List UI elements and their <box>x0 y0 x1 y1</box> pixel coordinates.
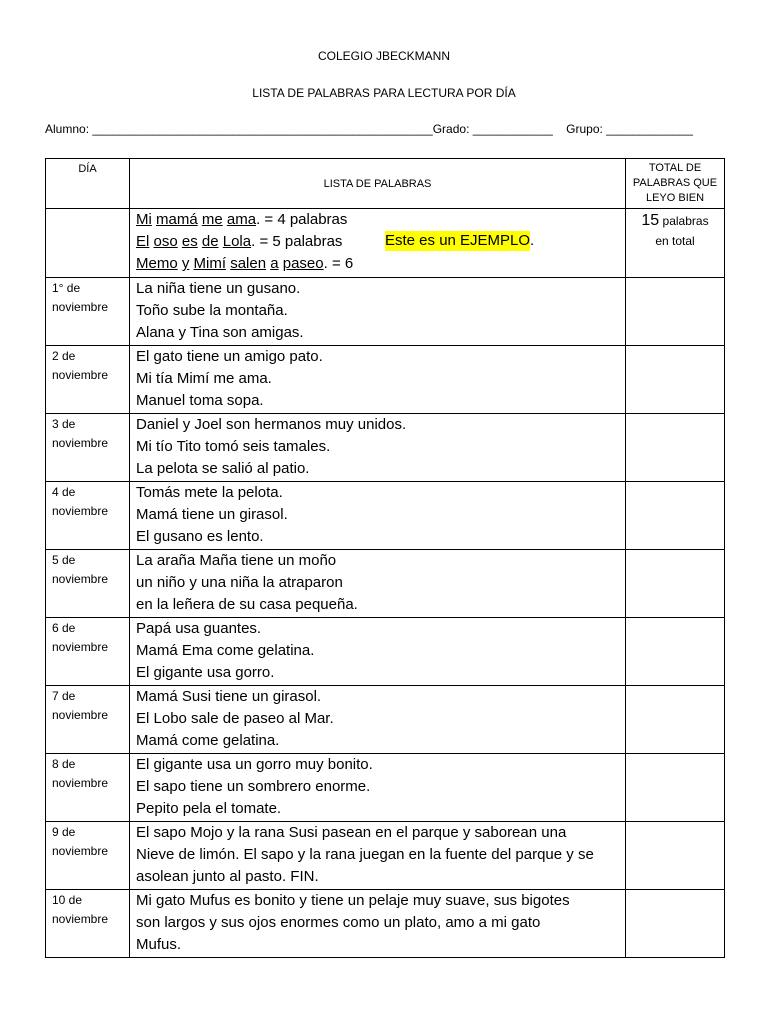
day-label: 10 de <box>52 893 83 907</box>
header-total-line: TOTAL DE <box>648 162 702 174</box>
student-info-line: Alumno: ___________________________________________________Grado: ____________ Grupo: _____________ <box>45 122 693 136</box>
example-word: es <box>181 233 198 250</box>
word-line: Mi tía Mimí me ama. <box>136 370 272 387</box>
word-line: Toño sube la montaña. <box>136 302 288 319</box>
word-line: El gusano es lento. <box>136 528 264 545</box>
word-line: La niña tiene un gusano. <box>136 280 301 297</box>
example-note: Este es un EJEMPLO <box>385 232 531 249</box>
word-list-cell <box>130 890 626 958</box>
table-row <box>46 754 725 822</box>
example-line-3: Memo y Mimí salen a paseo. = 6 <box>136 255 354 272</box>
table-row <box>46 414 725 482</box>
table-row <box>46 346 725 414</box>
example-word: Mimí <box>193 255 227 272</box>
day-label: noviembre <box>52 368 109 382</box>
word-line: Nieve de limón. El sapo y la rana juegan en la fuente del parque y se <box>136 846 594 863</box>
table-header-row <box>46 159 725 209</box>
word-line: son largos y sus ojos enormes como un plato, amo a mi gato <box>136 914 541 931</box>
day-cell <box>46 618 130 686</box>
word-line: Mamá come gelatina. <box>136 732 280 749</box>
table-row <box>46 686 725 754</box>
word-line: El sapo Mojo y la rana Susi pasean en el parque y saborean una <box>136 824 567 841</box>
example-total-word: palabras <box>659 214 709 228</box>
day-label: noviembre <box>52 572 109 586</box>
example-word: mamá <box>156 211 198 228</box>
total-cell[interactable] <box>626 754 725 822</box>
example-line-1: Mi mamá me ama. = 4 palabras <box>136 211 348 228</box>
example-row <box>46 209 725 278</box>
day-cell <box>46 414 130 482</box>
word-line: Mufus. <box>136 936 182 953</box>
table-row <box>46 278 725 346</box>
header-word-list: LISTA DE PALABRAS <box>130 159 626 209</box>
example-note-period: . <box>530 232 535 249</box>
word-line: Mamá tiene un girasol. <box>136 506 288 523</box>
day-label: noviembre <box>52 300 109 314</box>
day-cell <box>46 754 130 822</box>
example-word: oso <box>153 233 178 250</box>
header-total-line: LEYO BIEN <box>645 192 705 204</box>
word-list-cell <box>130 550 626 618</box>
word-line: en la leñera de su casa pequeña. <box>136 596 358 613</box>
word-line: Manuel toma sopa. <box>136 392 264 409</box>
day-label: 5 de <box>52 553 76 567</box>
table-row <box>46 482 725 550</box>
total-cell[interactable] <box>626 278 725 346</box>
day-label: 9 de <box>52 825 76 839</box>
example-word: ama <box>226 211 257 228</box>
day-label: noviembre <box>52 708 109 722</box>
table-row <box>46 618 725 686</box>
day-label: 2 de <box>52 349 76 363</box>
day-label: 3 de <box>52 417 76 431</box>
word-list-cell <box>130 754 626 822</box>
day-cell <box>46 686 130 754</box>
day-cell <box>46 890 130 958</box>
word-line: un niño y una niña la atraparon <box>136 574 343 591</box>
total-cell[interactable] <box>626 550 725 618</box>
day-label: noviembre <box>52 844 109 858</box>
day-cell <box>46 278 130 346</box>
day-cell <box>46 346 130 414</box>
example-word: de <box>201 233 219 250</box>
total-cell[interactable] <box>626 618 725 686</box>
day-cell <box>46 482 130 550</box>
word-line: Mamá Susi tiene un girasol. <box>136 688 322 705</box>
total-cell[interactable] <box>626 822 725 890</box>
document-title: LISTA DE PALABRAS PARA LECTURA POR DÍA <box>252 86 516 100</box>
total-cell[interactable] <box>626 414 725 482</box>
example-day-cell <box>46 209 130 278</box>
header-total <box>626 159 725 209</box>
example-word: me <box>201 211 223 228</box>
word-line: Mi gato Mufus es bonito y tiene un pelaje muy suave, sus bigotes <box>136 892 570 909</box>
day-label: noviembre <box>52 640 109 654</box>
word-line: El Lobo sale de paseo al Mar. <box>136 710 334 727</box>
example-word: Memo <box>136 255 178 272</box>
example-total-cell <box>626 209 725 278</box>
example-word: Mi <box>136 211 152 228</box>
header-day: DÍA <box>46 159 130 209</box>
example-word: El <box>136 233 150 250</box>
word-line: Tomás mete la pelota. <box>136 484 283 501</box>
word-line: asolean junto al pasto. FIN. <box>136 868 319 885</box>
day-label: noviembre <box>52 776 109 790</box>
total-cell[interactable] <box>626 890 725 958</box>
example-total-number: 15 <box>641 212 660 229</box>
total-cell[interactable] <box>626 686 725 754</box>
day-label: noviembre <box>52 912 109 926</box>
day-label: 1° de <box>52 281 81 295</box>
word-line: El sapo tiene un sombrero enorme. <box>136 778 371 795</box>
word-list-cell <box>130 822 626 890</box>
day-label: 7 de <box>52 689 76 703</box>
word-line: El gigante usa gorro. <box>136 664 275 681</box>
example-word: a <box>270 255 279 272</box>
header-total-line: PALABRAS QUE <box>632 177 718 189</box>
table-row <box>46 890 725 958</box>
example-word: y <box>181 255 190 272</box>
word-line: Alana y Tina son amigas. <box>136 324 304 341</box>
day-label: 4 de <box>52 485 76 499</box>
day-label: 6 de <box>52 621 76 635</box>
example-word: paseo <box>282 255 324 272</box>
word-list-cell <box>130 278 626 346</box>
example-total-line2: en total <box>655 234 695 248</box>
day-label: 8 de <box>52 757 76 771</box>
word-list-cell <box>130 618 626 686</box>
word-list-cell <box>130 414 626 482</box>
word-list-cell <box>130 346 626 414</box>
word-line: Mi tío Tito tomó seis tamales. <box>136 438 331 455</box>
example-words-cell <box>130 209 626 278</box>
day-cell <box>46 550 130 618</box>
word-line: Mamá Ema come gelatina. <box>136 642 315 659</box>
example-word: Lola <box>222 233 252 250</box>
word-list-cell <box>130 686 626 754</box>
reading-table <box>45 158 725 958</box>
word-line: El gato tiene un amigo pato. <box>136 348 323 365</box>
word-line: La araña Maña tiene un moño <box>136 552 337 569</box>
word-line: Daniel y Joel son hermanos muy unidos. <box>136 416 407 433</box>
example-line-2: El oso es de Lola. = 5 palabras <box>136 233 343 250</box>
example-word: salen <box>230 255 267 272</box>
word-line: Papá usa guantes. <box>136 620 262 637</box>
day-label: noviembre <box>52 504 109 518</box>
word-line: El gigante usa un gorro muy bonito. <box>136 756 373 773</box>
table-row <box>46 822 725 890</box>
word-line: Pepito pela el tomate. <box>136 800 282 817</box>
day-label: noviembre <box>52 436 109 450</box>
table-row <box>46 550 725 618</box>
word-line: La pelota se salió al patio. <box>136 460 310 477</box>
school-name: COLEGIO JBECKMANN <box>317 49 451 63</box>
total-cell[interactable] <box>626 346 725 414</box>
word-list-cell <box>130 482 626 550</box>
total-cell[interactable] <box>626 482 725 550</box>
day-cell <box>46 822 130 890</box>
